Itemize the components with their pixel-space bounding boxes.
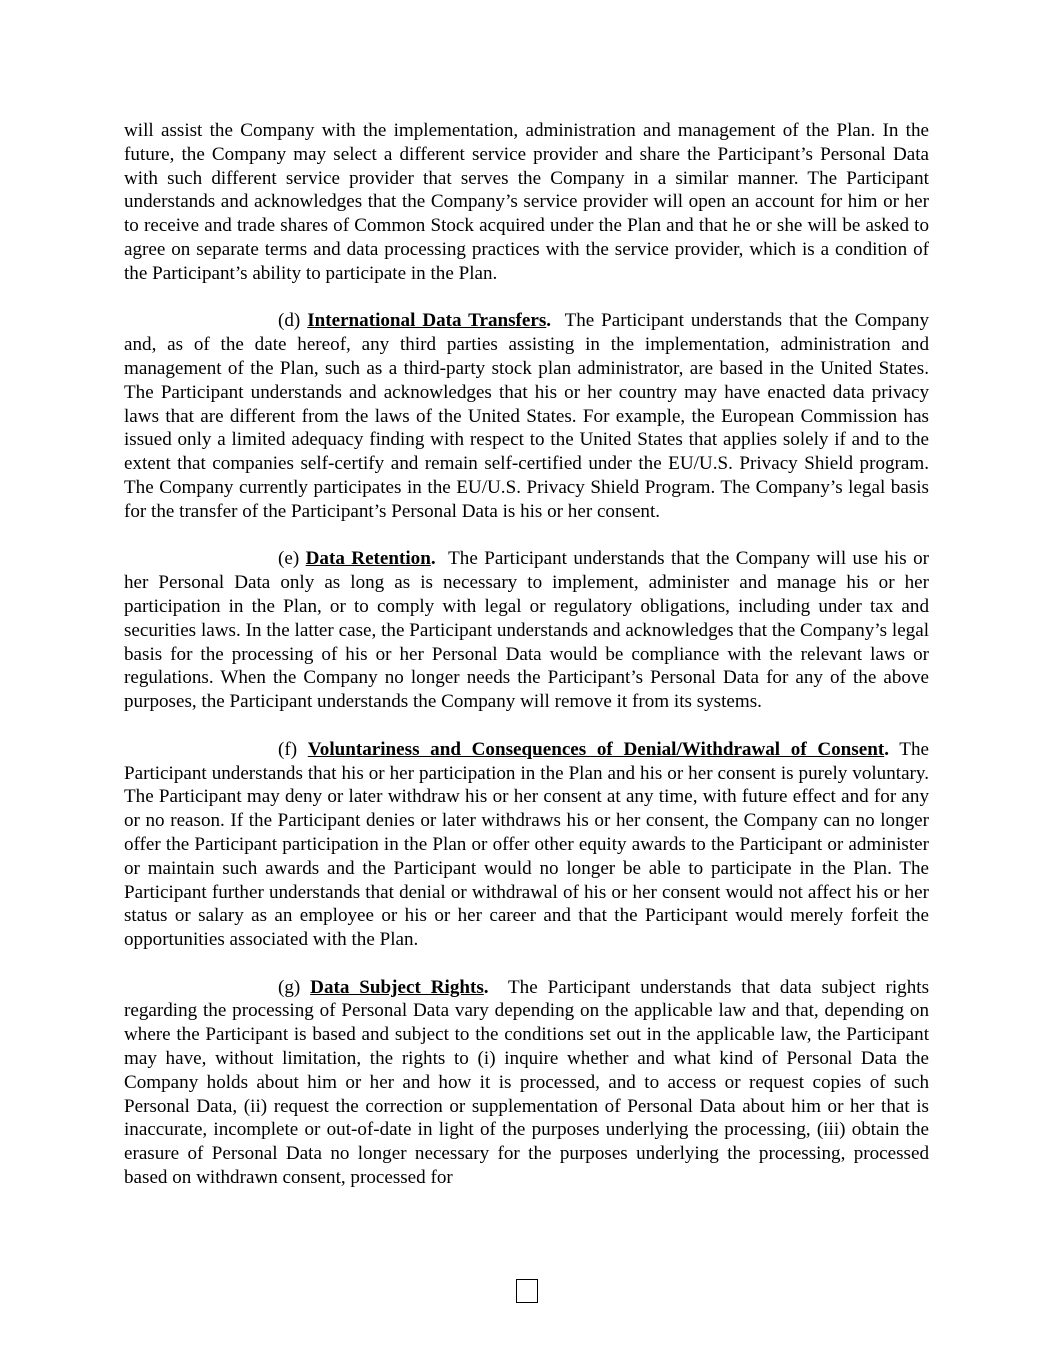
section-body: The Participant understands that the Company and, as of the date hereof, any third parties assisting in the implementation, administration and management of the Plan, such as a third-party stock plan administrator, are based in the United States. The Participant understands and acknowledges that his or her country may have enacted data privacy laws that are different from the laws of the United States. For example, the European Commission has issued only a limited adequacy finding with respect to the United States that applies solely if and to the extent that companies self-certify and remain self-certified under the EU/U.S. Privacy Shield program. The Company currently participates in the EU/U.S. Privacy Shield Program. The Company’s legal basis for the transfer of the Participant’s Personal Data is his or her consent. bbox=[124, 310, 930, 522]
heading-period: . bbox=[483, 976, 489, 998]
continuation-paragraph: will assist the Company with the implementation, administration and management of the Plan. In the future, the Company may select a different service provider and share the Participant’s Personal Data with such different service provider that serves the Company in a similar manner. The Participant understands and acknowledges that the Company’s service provider will open an account for him or her to receive and trade shares of Common Stock acquired under the Plan and that he or she will be asked to agree on separate terms and data processing practices with the service provider, which is a condition of the Participant’s ability to participate in the Plan. bbox=[124, 120, 929, 284]
page-number-box bbox=[516, 1279, 538, 1303]
heading-period: . bbox=[884, 738, 889, 760]
section-d-paragraph bbox=[124, 309, 929, 523]
section-f-paragraph bbox=[124, 738, 929, 952]
section-label: (d) bbox=[278, 310, 301, 332]
section-label: (e) bbox=[278, 548, 300, 570]
section-heading: Voluntariness and Consequences of Denial/Withdrawal of Consent bbox=[307, 738, 885, 760]
section-e-paragraph bbox=[124, 547, 929, 714]
heading-period: . bbox=[546, 310, 552, 332]
section-heading: International Data Transfers bbox=[307, 310, 547, 332]
section-body: The Participant understands that his or her participation in the Plan and his or her consent is purely voluntary. The Participant may deny or later withdraw his or her consent at any time, with future effect and for any or no reason. If the Participant denies or later withdraws his or her consent, the Company can no longer offer the Participant participation in the Plan or offer other equity awards to the Participant or administer or maintain such awards and the Participant would no longer be able to participate in the Plan. The Participant further understands that denial or withdrawal of his or her consent would not affect his or her status or salary as an employee or his or her career and that the Participant would merely forfeit the opportunities associated with the Plan. bbox=[124, 738, 929, 951]
section-label: (g) bbox=[278, 976, 301, 998]
document-body bbox=[124, 119, 929, 1214]
heading-period: . bbox=[430, 548, 436, 570]
section-g-paragraph bbox=[124, 976, 929, 1190]
section-label: (f) bbox=[278, 738, 298, 760]
section-body: The Participant understands that data subject rights regarding the processing of Personal Data vary depending on the applicable law and that, depending on where the Participant is based and subject to the conditions set out in the applicable law, the Participant may have, without limitation, the rights to (i) inquire whether and what kind of Personal Data the Company holds about him or her and how it is processed, and to access or request copies of such Personal Data, (ii) request the correction or supplementation of Personal Data about him or her that is inaccurate, incomplete or out-of-date in light of the purposes underlying the processing, (iii) obtain the erasure of Personal Data no longer necessary for the purposes underlying the processing, processed based on withdrawn consent, processed for bbox=[124, 976, 929, 1189]
section-heading: Data Retention bbox=[305, 548, 431, 570]
section-heading: Data Subject Rights bbox=[310, 976, 484, 998]
section-body: The Participant understands that the Company will use his or her Personal Data only as long as is necessary to implement, administer and manage his or her participation in the Plan, or to comply with legal or regulatory obligations, including under tax and securities laws. In the latter case, the Participant understands and acknowledges that the Company’s legal basis for the processing of his or her Personal Data would be compliance with the relevant laws or regulations. When the Company no longer needs the Participant’s Personal Data for any of the above purposes, the Participant understands the Company will remove it from its systems. bbox=[124, 548, 930, 713]
